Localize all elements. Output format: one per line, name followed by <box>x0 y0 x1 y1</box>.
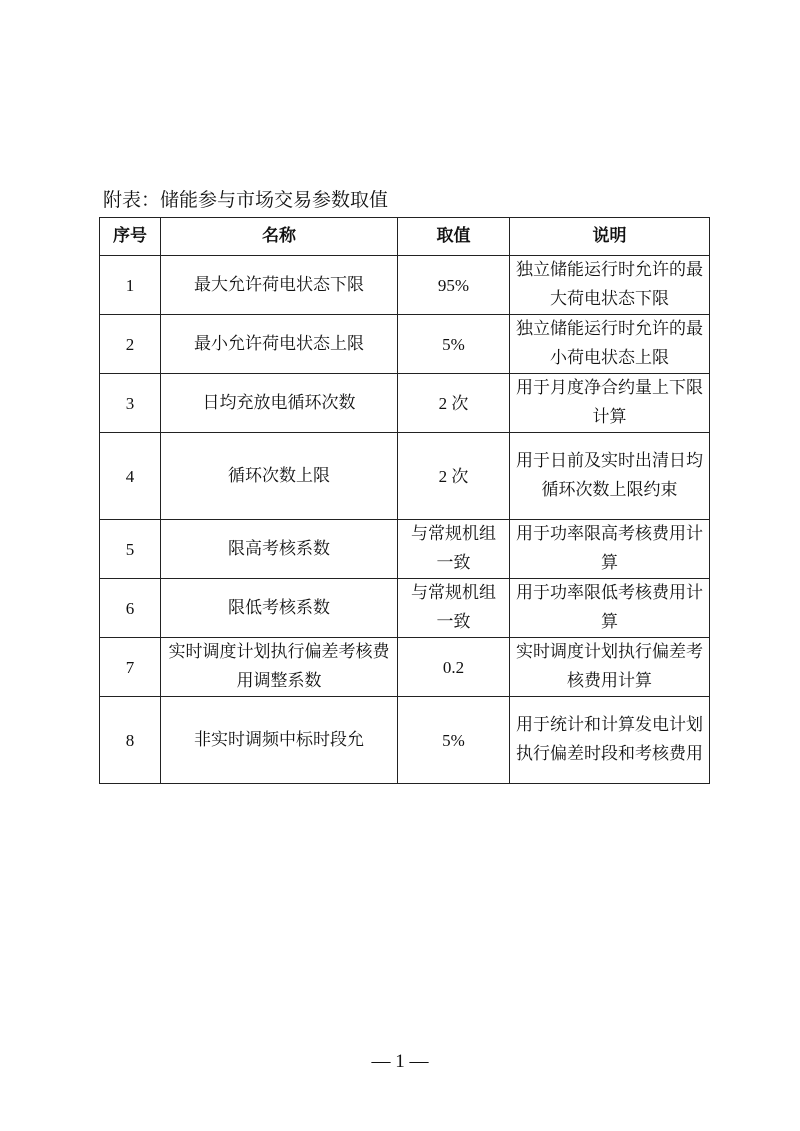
table-row <box>100 256 710 315</box>
table-caption: 附表：储能参与市场交易参数取值 <box>103 189 389 211</box>
row-index: 6 <box>100 579 161 638</box>
row-index: 7 <box>100 638 161 697</box>
row-description: 用于日前及实时出清日均循环次数上限约束 <box>510 433 710 520</box>
row-value: 95% <box>398 256 510 315</box>
row-name: 最小允许荷电状态上限 <box>161 315 398 374</box>
row-value: 5% <box>398 697 510 784</box>
table-row <box>100 315 710 374</box>
row-name: 最大允许荷电状态下限 <box>161 256 398 315</box>
row-index: 3 <box>100 374 161 433</box>
table-row <box>100 638 710 697</box>
header-index: 序号 <box>100 218 161 256</box>
row-description: 用于功率限低考核费用计算 <box>510 579 710 638</box>
row-value: 2 次 <box>398 433 510 520</box>
table-row <box>100 374 710 433</box>
row-index: 2 <box>100 315 161 374</box>
table-row <box>100 433 710 520</box>
row-name: 循环次数上限 <box>161 433 398 520</box>
header-name: 名称 <box>161 218 398 256</box>
header-value: 取值 <box>398 218 510 256</box>
row-value: 2 次 <box>398 374 510 433</box>
row-description: 实时调度计划执行偏差考核费用计算 <box>510 638 710 697</box>
row-name: 日均充放电循环次数 <box>161 374 398 433</box>
row-index: 8 <box>100 697 161 784</box>
row-name: 非实时调频中标时段允 <box>161 697 398 784</box>
row-index: 5 <box>100 520 161 579</box>
page-number: — 1 — <box>371 1051 429 1072</box>
table-row <box>100 697 710 784</box>
row-description: 用于功率限高考核费用计算 <box>510 520 710 579</box>
row-value: 0.2 <box>398 638 510 697</box>
row-value: 与常规机组一致 <box>398 520 510 579</box>
row-description: 用于月度净合约量上下限计算 <box>510 374 710 433</box>
row-name: 限低考核系数 <box>161 579 398 638</box>
row-name: 限高考核系数 <box>161 520 398 579</box>
row-index: 1 <box>100 256 161 315</box>
row-description: 独立储能运行时允许的最大荷电状态下限 <box>510 256 710 315</box>
header-description: 说明 <box>510 218 710 256</box>
table-row <box>100 579 710 638</box>
table-row <box>100 520 710 579</box>
row-description: 独立储能运行时允许的最小荷电状态上限 <box>510 315 710 374</box>
table-header-row <box>100 218 710 256</box>
parameter-table <box>99 217 710 784</box>
row-description: 用于统计和计算发电计划执行偏差时段和考核费用 <box>510 697 710 784</box>
row-index: 4 <box>100 433 161 520</box>
row-value: 5% <box>398 315 510 374</box>
row-value: 与常规机组一致 <box>398 579 510 638</box>
row-name: 实时调度计划执行偏差考核费用调整系数 <box>161 638 398 697</box>
